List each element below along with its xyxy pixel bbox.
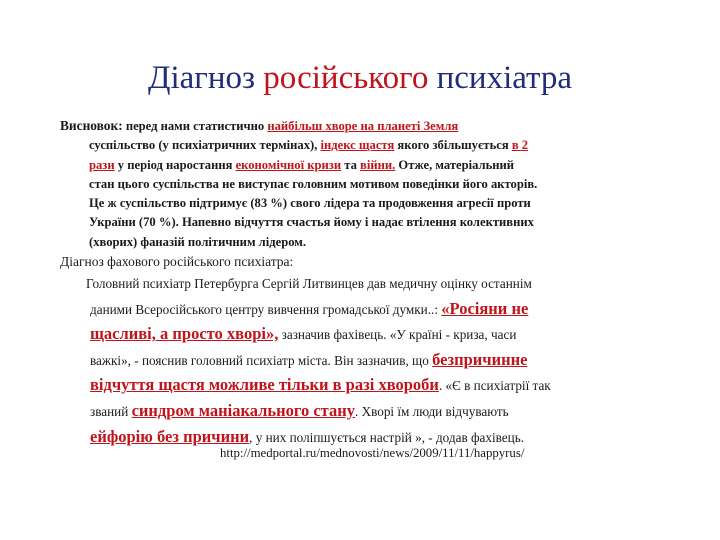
text-run: Головний психіатр Петербурга Сергій Литвинцев дав медичну оцінку останнім	[86, 276, 532, 292]
highlighted-text: безпричинне	[432, 349, 528, 369]
conclusion-line	[60, 194, 672, 213]
quote-line	[60, 272, 672, 297]
highlighted-text: економічної кризи	[235, 157, 342, 172]
conclusion-line	[60, 213, 672, 232]
highlighted-text: щасливі, а просто хворі»,	[90, 324, 279, 344]
highlighted-text: війни.	[360, 157, 396, 172]
text-run: перед нами статистично	[122, 119, 268, 133]
text-run: у період наростання	[114, 157, 236, 172]
text-run: стан цього суспільства не виступає головним мотивом поведінки його акторів.	[89, 176, 538, 191]
text-run: України (70 %). Напевно відчуття счастья йому і надає втілення колективних	[89, 215, 534, 230]
text-run: . Хворі їм люди відчувають	[354, 404, 509, 420]
text-run: зазначив фахівець. «У країні - криза, часи	[278, 327, 517, 343]
text-run: суспільство (у психіатричних термінах),	[89, 138, 321, 153]
conclusion-line	[60, 233, 672, 252]
text-run: та	[341, 157, 361, 172]
title-part-2: російського	[263, 60, 429, 96]
highlighted-text: Висновок:	[60, 118, 123, 133]
text-run: Це ж суспільство підтримує (83 %) свого лідера та продовження агресії проти	[89, 196, 531, 211]
text-run: Отже, матеріальний	[395, 157, 515, 172]
text-run: даними Всеросійського центру вивчення громадської думки..:	[90, 301, 442, 317]
highlighted-text: рази	[89, 157, 115, 172]
highlighted-text: «Росіяни не	[441, 298, 529, 318]
slide-title	[0, 58, 720, 98]
quote-line	[60, 348, 672, 374]
text-run: , у них поліпшується настрій », - додав фахівець.	[249, 429, 525, 445]
quote-line	[60, 399, 672, 425]
text-run: званий	[90, 404, 132, 420]
conclusion-line	[60, 136, 672, 155]
highlighted-text: індекс щастя	[320, 138, 395, 153]
quote-line	[60, 322, 672, 348]
conclusion-line	[60, 175, 672, 194]
quote-line	[60, 297, 672, 323]
title-part-3: психіатра	[428, 60, 573, 96]
highlighted-text: в 2	[511, 138, 529, 153]
slide-body	[60, 116, 672, 450]
source-url: http://medportal.ru/mednovosti/news/2009/11/11/happyrus/	[220, 446, 525, 460]
quote-line	[60, 373, 672, 399]
text-run: . «Є в психіатрії так	[438, 378, 551, 394]
text-run: важкі», - пояснив головний психіатр міста. Він зазначив, що	[90, 352, 433, 368]
highlighted-text: найбільш хворе на планеті Земля	[267, 119, 459, 133]
highlighted-text: відчуття щастя можливе тільки в разі хвороби	[90, 375, 439, 395]
section-heading: Діагноз фахового російського психіатра:	[60, 254, 294, 270]
highlighted-text: ейфорію без причини	[90, 426, 250, 446]
text-run: якого збільшується	[394, 138, 512, 153]
text-run: (хворих) фаназій політичним лідером.	[89, 234, 306, 249]
conclusion-line	[60, 156, 672, 175]
title-part-1: Діагноз	[147, 60, 264, 96]
conclusion-line	[60, 116, 672, 136]
highlighted-text: синдром маніакального стану	[131, 401, 355, 421]
quote-paragraph	[60, 272, 672, 450]
conclusion-paragraph	[60, 116, 672, 252]
